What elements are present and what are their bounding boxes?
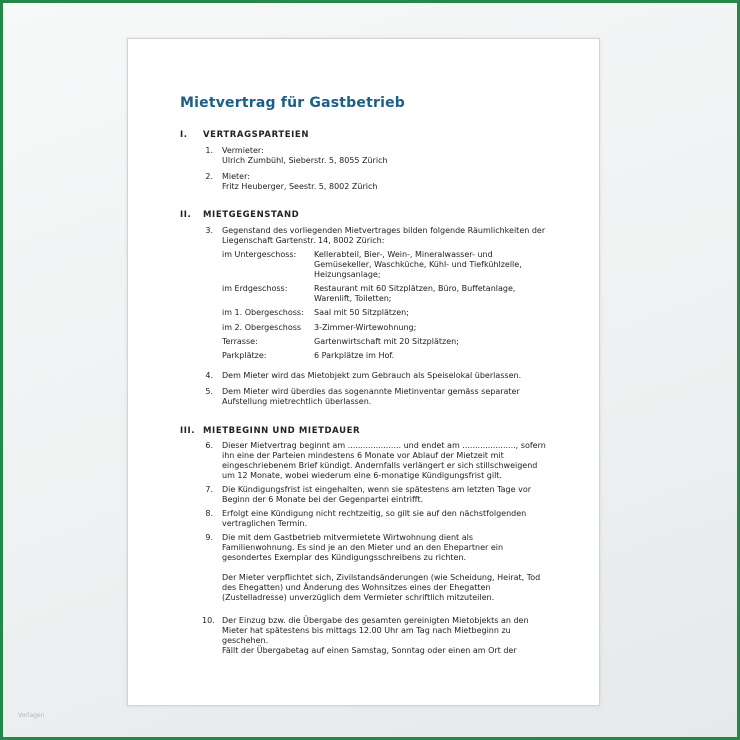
item-text: Gegenstand des vorliegenden Mietvertrages bilden folgende Räumlichkeiten der Liegenschaft Gartenstr. 14, 8002 Zürich: bbox=[222, 226, 546, 245]
room-value: 6 Parkplätze im Hof. bbox=[314, 351, 395, 360]
item-number: 3. bbox=[205, 226, 213, 235]
item-number: 5. bbox=[205, 387, 213, 396]
document-page bbox=[127, 38, 600, 706]
item-number: 6. bbox=[205, 441, 213, 450]
item-text: Die Kündigungsfrist ist eingehalten, wenn sie spätestens am letzten Tage vor Beginn der 6 Monate bei der Gegenpartei eintrifft. bbox=[222, 485, 532, 504]
section-title: MIETBEGINN UND MIETDAUER bbox=[203, 426, 361, 436]
item-text: Dem Mieter wird überdies das sogenannte Mietinventar gemäss separater Aufstellung mietrechtlich überlassen. bbox=[222, 387, 520, 406]
section-title: MIETGEGENSTAND bbox=[203, 210, 300, 220]
room-value: Restaurant mit 60 Sitzplätzen, Büro, Buffetanlage, Warenlift, Toiletten; bbox=[314, 284, 516, 303]
room-label: Parkplätze: bbox=[222, 351, 267, 360]
section-number: II. bbox=[180, 210, 192, 220]
room-value: Saal mit 50 Sitzplätzen; bbox=[314, 308, 409, 317]
item-number: 10. bbox=[202, 616, 215, 625]
room-value: 3-Zimmer-Wirtewohnung; bbox=[314, 323, 417, 332]
room-label: im Untergeschoss: bbox=[222, 250, 297, 259]
section-number: I. bbox=[180, 130, 188, 140]
item-number: 2. bbox=[205, 172, 213, 181]
room-label: im 2. Obergeschoss bbox=[222, 323, 302, 332]
item-number: 7. bbox=[205, 485, 213, 494]
section-number: III. bbox=[180, 426, 196, 436]
item-number: 1. bbox=[205, 146, 213, 155]
watermark-text: Vorlagen bbox=[18, 712, 45, 719]
document-body bbox=[128, 39, 599, 705]
room-label: Terrasse: bbox=[222, 337, 258, 346]
room-value: Kellerabteil, Bier-, Wein-, Mineralwasser- und Gemüsekeller, Waschküche, Kühl- und Tiefkühlzelle, Heizungsanlage; bbox=[314, 250, 522, 279]
item-text: Der Einzug bzw. die Übergabe des gesamten gereinigten Mietobjekts an den Mieter hat spätestens bis mittags 12.00 Uhr am Tag nach Mietbeginn zu geschehen. Fällt der Übergabetag auf einen Samstag, Sonntag oder einen am Ort der bbox=[222, 616, 529, 655]
item-text: Dem Mieter wird das Mietobjekt zum Gebrauch als Speiselokal überlassen. bbox=[222, 371, 522, 380]
room-label: im Erdgeschoss: bbox=[222, 284, 288, 293]
item-number: 4. bbox=[205, 371, 213, 380]
room-value: Gartenwirtschaft mit 20 Sitzplätzen; bbox=[314, 337, 459, 346]
section-title: VERTRAGSPARTEIEN bbox=[203, 130, 310, 140]
item-text: Erfolgt eine Kündigung nicht rechtzeitig, so gilt sie auf den nächstfolgenden vertraglichen Termin. bbox=[222, 509, 527, 528]
room-label: im 1. Obergeschoss: bbox=[222, 308, 304, 317]
item-text: Mieter: Fritz Heuberger, Seestr. 5, 8002 Zürich bbox=[222, 172, 378, 191]
item-number: 9. bbox=[205, 533, 213, 542]
document-title: Mietvertrag für Gastbetrieb bbox=[180, 95, 406, 111]
item-text: Die mit dem Gastbetrieb mitvermietete Wirtwohnung dient als Familienwohnung. Es sind je an den Mieter und an den Ehepartner ein gesondertes Exemplar des Kündigungsschreibens zu richten. Der Mieter verpflichtet sich, Zivilstandsänderungen (wie Scheidung, Heirat, Tod des Ehegatten) und Änderung des Wohnsitzes eines der Ehegatten (Zustelladresse) unverzüglich dem Vermieter schriftlich mitzuteilen. bbox=[222, 533, 541, 602]
item-text: Vermieter: Ulrich Zumbühl, Sieberstr. 5, 8055 Zürich bbox=[222, 146, 388, 165]
item-text: Dieser Mietvertrag beginnt am ..................... und endet am ....................., sofern ihn eine der Parteien mindestens 6 Monate vor Ablauf der Mietzeit mit eingeschriebenem Brief kündigt. Andernfalls verlängert er sich stillschweigend um 12 Monate, wobei wiederum eine 6-monatige Kündigungsfrist gilt. bbox=[222, 441, 546, 480]
item-number: 8. bbox=[205, 509, 213, 518]
